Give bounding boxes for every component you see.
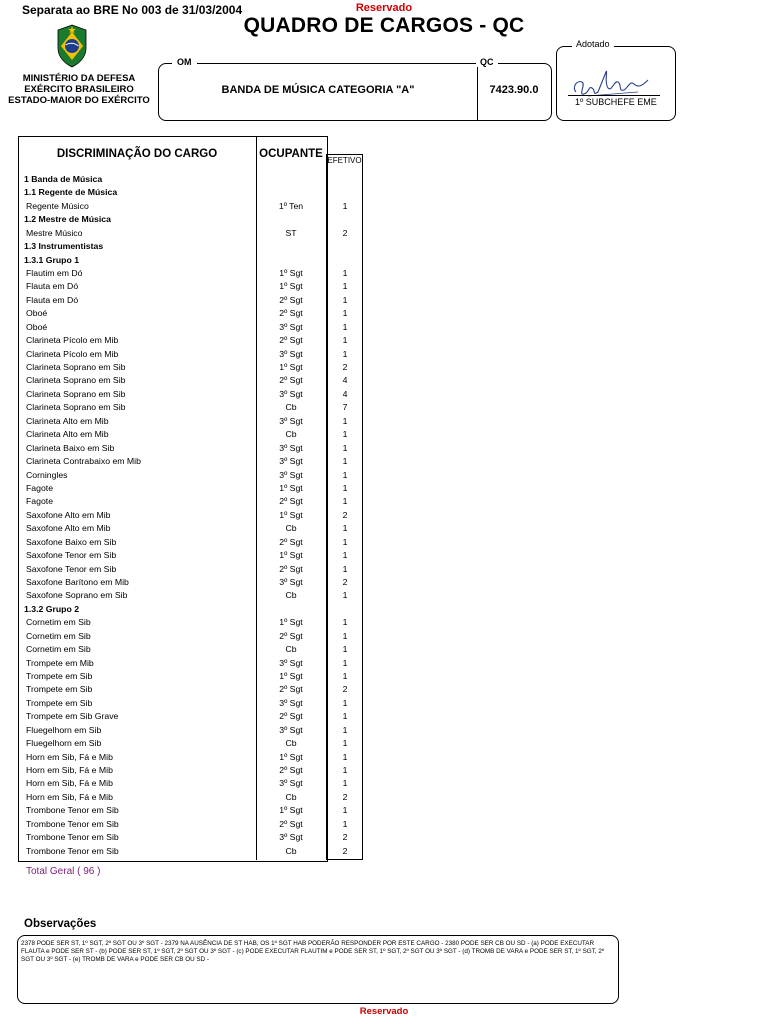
cargo-ocupante: Cb	[285, 845, 297, 856]
cargo-efetivo: 1	[342, 523, 348, 534]
cargo-name: Trombone Tenor em Sib	[26, 845, 119, 856]
cargo-name: Regente Músico	[26, 200, 89, 211]
cargo-efetivo: 1	[342, 496, 348, 507]
cargo-ocupante: 3º Sgt	[279, 415, 303, 426]
cargo-ocupante: 2º Sgt	[279, 711, 303, 722]
cargo-ocupante: 1º Sgt	[279, 617, 303, 628]
cargo-name: Clarineta Baixo em Sib	[26, 442, 115, 453]
cargo-ocupante: Cb	[285, 429, 297, 440]
cargo-name: Saxofone Barítono em Mib	[26, 576, 129, 587]
cargo-efetivo: 1	[342, 429, 348, 440]
cargo-name: Saxofone Baixo em Sib	[26, 536, 117, 547]
signature-icon	[568, 62, 658, 102]
cargo-efetivo: 1	[342, 697, 348, 708]
cargo-name: Trompete em Sib Grave	[26, 711, 119, 722]
cargo-ocupante: 3º Sgt	[279, 576, 303, 587]
cargo-name: Clarineta Contrabaixo em Mib	[26, 456, 141, 466]
cargo-ocupante: 1º Ten	[278, 200, 304, 211]
section-heading: 1.1 Regente de Música	[24, 187, 118, 198]
cargo-efetivo: 1	[342, 724, 348, 735]
cargo-efetivo: 2	[342, 845, 348, 856]
cargo-name: Clarineta Alto em Mib	[26, 415, 109, 426]
reserved-stamp-top: Reservado	[355, 2, 413, 14]
cargo-name: Cornetim em Sib	[26, 644, 91, 654]
cargo-name: Clarineta Soprano em Sib	[26, 402, 126, 413]
cargo-ocupante: 3º Sgt	[279, 778, 303, 789]
cargo-name: Clarineta Alto em Mib	[26, 429, 109, 440]
cargo-efetivo: 2	[342, 509, 348, 520]
cargo-efetivo: 4	[342, 375, 348, 386]
cargo-name: Flauta em Dó	[26, 294, 79, 305]
cargo-efetivo: 2	[342, 832, 348, 843]
reserved-stamp-bottom: Reservado	[359, 1006, 409, 1017]
org-line-ministry: MINISTÉRIO DA DEFESA	[22, 73, 136, 84]
cargo-efetivo: 1	[342, 738, 348, 749]
cargo-efetivo: 1	[342, 644, 348, 654]
signature-line	[568, 95, 660, 96]
cargo-efetivo: 7	[342, 402, 348, 413]
section-heading: 1.2 Mestre de Música	[24, 214, 111, 225]
cargo-name: Horn em Sib, Fá e Mib	[26, 778, 113, 789]
cargo-name: Clarineta Pícolo em Mib	[26, 335, 119, 346]
section-heading: 1.3 Instrumentistas	[24, 241, 104, 252]
observacoes-text: 2378 PODE SER ST, 1º SGT, 2º SGT OU 3º SGT - 2379 NA AUSÊNCIA DE ST HAB, OS 1º SGT HAB PODERÃO RESPONDER POR ESTE CARGO - 2380 PODE SER CB OU SD - (a) PODE EXECUTAR FLAUTA e PODE SER ST - (b) PODE SER ST, 1º SGT, 2º SGT OU 3º SGT - (c) PODE EXECUTAR FLAUTIM e PODE SER ST, 1º SGT, 2º SGT OU 3º SGT - (d) TROMB DE VARA e PODE SER ST, 1º SGT, 2º SGT OU 3º SGT - (e) TROMB DE VARA e PODE SER CB OU SD -	[21, 940, 605, 963]
page-title: QUADRO DE CARGOS - QC	[243, 14, 525, 37]
cargo-name: Corningles	[26, 469, 68, 480]
cargo-efetivo: 1	[342, 764, 348, 775]
cargo-name: Saxofone Soprano em Sib	[26, 590, 128, 601]
cargo-name: Horn em Sib, Fá e Mib	[26, 764, 113, 775]
cargo-efetivo: 2	[342, 362, 348, 372]
cargo-efetivo: 1	[342, 778, 348, 789]
cargo-efetivo: 1	[342, 751, 348, 762]
cargo-name: Trompete em Mib	[26, 657, 94, 668]
cargo-efetivo: 1	[342, 711, 348, 722]
cargo-efetivo: 1	[342, 818, 348, 829]
cargo-efetivo: 1	[342, 482, 348, 493]
cargo-ocupante: 2º Sgt	[279, 684, 303, 695]
adotado-label: Adotado	[572, 39, 614, 49]
cargo-efetivo: 1	[342, 268, 348, 278]
qc-code: 7423.90.0	[489, 84, 539, 96]
cargo-ocupante: 2º Sgt	[279, 335, 303, 346]
subchefe-label: 1º SUBCHEFE EME	[575, 97, 657, 107]
cargo-efetivo: 1	[342, 630, 348, 641]
header-efetivo: EFETIVO	[327, 156, 362, 165]
cargo-ocupante: 1º Sgt	[279, 482, 303, 493]
cargo-name: Mestre Músico	[26, 227, 83, 238]
cargo-ocupante: 1º Sgt	[279, 509, 303, 520]
org-line-army: EXÉRCITO BRASILEIRO	[24, 84, 134, 95]
cargo-efetivo: 1	[342, 670, 348, 681]
cargo-ocupante: 2º Sgt	[279, 294, 303, 305]
cargo-efetivo: 1	[342, 550, 348, 560]
cargo-name: Saxofone Tenor em Sib	[26, 563, 117, 574]
cargo-ocupante: 3º Sgt	[279, 442, 303, 453]
cargo-ocupante: 3º Sgt	[279, 724, 303, 735]
cargo-name: Fluegelhorn em Sib	[26, 724, 102, 735]
om-qc-divider	[477, 63, 478, 121]
cargo-ocupante: 3º Sgt	[279, 832, 303, 843]
cargo-name: Horn em Sib, Fá e Mib	[26, 791, 113, 802]
observacoes-title: Observações	[24, 918, 97, 930]
section-heading: 1.3.1 Grupo 1	[24, 254, 80, 265]
organization-name	[4, 73, 154, 106]
cargo-ocupante: 1º Sgt	[279, 751, 303, 762]
cargo-ocupante: 1º Sgt	[279, 550, 303, 560]
cargo-name: Saxofone Tenor em Sib	[26, 550, 117, 560]
cargo-ocupante: 3º Sgt	[279, 321, 303, 332]
cargo-ocupante: 2º Sgt	[279, 308, 303, 319]
cargo-efetivo: 2	[342, 684, 348, 695]
cargo-name: Trompete em Sib	[26, 684, 93, 695]
cargo-name: Clarineta Soprano em Sib	[26, 375, 126, 386]
cargo-efetivo: 1	[342, 308, 348, 319]
cargo-efetivo: 1	[342, 469, 348, 480]
cargo-ocupante: Cb	[285, 738, 297, 749]
cargo-efetivo: 1	[342, 657, 348, 668]
cargo-efetivo: 1	[342, 294, 348, 305]
cargo-ocupante: 1º Sgt	[279, 268, 303, 278]
header-ocupante: OCUPANTE	[259, 148, 323, 160]
cargo-efetivo: 2	[342, 227, 348, 238]
cargo-name: Cornetim em Sib	[26, 630, 91, 641]
om-name: BANDA DE MÚSICA CATEGORIA "A"	[221, 84, 415, 96]
cargo-ocupante: 1º Sgt	[279, 805, 303, 816]
cargo-name: Flauta em Dó	[26, 281, 79, 292]
cargo-ocupante: 2º Sgt	[279, 818, 303, 829]
cargo-efetivo: 1	[342, 415, 348, 426]
cargo-efetivo: 1	[342, 805, 348, 816]
cargo-efetivo: 1	[342, 442, 348, 453]
cargo-efetivo: 1	[342, 321, 348, 332]
cargo-ocupante: Cb	[285, 791, 297, 802]
cargo-name: Oboé	[26, 321, 48, 332]
cargo-ocupante: 2º Sgt	[279, 563, 303, 574]
cargo-ocupante: 1º Sgt	[279, 362, 303, 372]
cargo-ocupante: 3º Sgt	[279, 388, 303, 399]
cargo-efetivo: 2	[342, 791, 348, 802]
cargo-ocupante: Cb	[285, 644, 297, 654]
cargo-ocupante: 2º Sgt	[279, 764, 303, 775]
cargo-efetivo: 1	[342, 590, 348, 601]
cargo-name: Fagote	[26, 496, 54, 507]
cargo-name: Clarineta Pícolo em Mib	[26, 348, 119, 359]
cargo-efetivo: 1	[342, 335, 348, 346]
cargo-efetivo: 2	[342, 576, 348, 587]
cargo-name: Trombone Tenor em Sib	[26, 818, 119, 829]
cargo-name: Trombone Tenor em Sib	[26, 805, 119, 816]
cargo-efetivo: 1	[342, 281, 348, 292]
qc-label: QC	[476, 57, 498, 67]
cargo-name: Cornetim em Sib	[26, 617, 91, 628]
cargo-ocupante: 3º Sgt	[279, 348, 303, 359]
cargo-name: Horn em Sib, Fá e Mib	[26, 751, 113, 762]
cargo-ocupante: 3º Sgt	[279, 697, 303, 708]
header-discriminacao: DISCRIMINAÇÃO DO CARGO	[56, 148, 218, 160]
total-geral: Total Geral ( 96 )	[26, 866, 101, 877]
cargo-ocupante: 3º Sgt	[279, 657, 303, 668]
cargo-name: Saxofone Alto em Mib	[26, 523, 111, 534]
cargo-efetivo: 1	[342, 536, 348, 547]
cargo-ocupante: 2º Sgt	[279, 375, 303, 386]
cargo-ocupante: 3º Sgt	[279, 469, 303, 480]
cargo-ocupante: 2º Sgt	[279, 496, 303, 507]
cargo-ocupante: 3º Sgt	[279, 456, 303, 466]
cargo-efetivo: 4	[342, 388, 348, 399]
cargo-ocupante: Cb	[285, 523, 297, 534]
cargo-name: Fagote	[26, 482, 54, 493]
cargo-ocupante: ST	[285, 227, 297, 238]
cargo-efetivo: 1	[342, 200, 348, 211]
cargo-efetivo: 1	[342, 456, 348, 466]
cargo-ocupante: 1º Sgt	[279, 670, 303, 681]
cargo-name: Oboé	[26, 308, 48, 319]
org-line-staff: ESTADO-MAIOR DO EXÉRCITO	[8, 95, 150, 106]
cargo-ocupante: 2º Sgt	[279, 536, 303, 547]
cargo-name: Fluegelhorn em Sib	[26, 738, 102, 749]
cargo-ocupante: Cb	[285, 590, 297, 601]
section-heading: 1 Banda de Música	[24, 174, 103, 184]
cargo-name: Trombone Tenor em Sib	[26, 832, 119, 843]
cargo-name: Saxofone Alto em Mib	[26, 509, 111, 520]
cargo-efetivo: 1	[342, 563, 348, 574]
army-emblem-icon	[56, 24, 88, 68]
section-heading: 1.3.2 Grupo 2	[24, 603, 80, 614]
cargo-ocupante: 1º Sgt	[279, 281, 303, 292]
cargo-name: Clarineta Soprano em Sib	[26, 388, 126, 399]
cargo-name: Clarineta Soprano em Sib	[26, 362, 126, 372]
cargo-efetivo: 1	[342, 348, 348, 359]
separata-reference: Separata ao BRE No 003 de 31/03/2004	[22, 3, 243, 17]
cargo-ocupante: Cb	[285, 402, 297, 413]
cargo-efetivo: 1	[342, 617, 348, 628]
cargo-name: Trompete em Sib	[26, 697, 93, 708]
cargo-ocupante: 2º Sgt	[279, 630, 303, 641]
cargo-name: Flautim em Dó	[26, 268, 83, 278]
cargo-name: Trompete em Sib	[26, 670, 93, 681]
om-label: OM	[172, 57, 197, 67]
